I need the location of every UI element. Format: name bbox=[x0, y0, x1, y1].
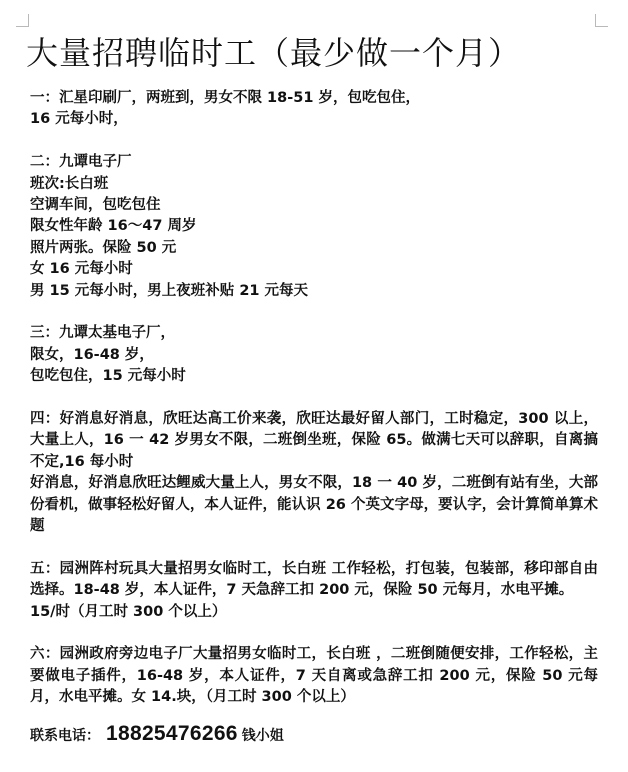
listing-section-5 bbox=[30, 559, 598, 623]
listing-section-3 bbox=[30, 323, 598, 387]
page-margin-corner-right bbox=[595, 14, 608, 27]
listing-line: 16 元每小时， bbox=[30, 111, 128, 128]
listing-line: 空调车间，包吃包住 bbox=[30, 197, 161, 214]
listing-paragraph: 四：好消息好消息，欣旺达高工价来袭，欣旺达最好留人部门，工时稳定，300 以上，大量上人，16 一 42 岁男女不限，二班倒坐班，保险 65。做满七天可以辞职，自离搞不定,16 每小时 bbox=[30, 411, 598, 470]
contact-label: 联系电话： bbox=[30, 728, 100, 744]
listing-line: 二：九谭电子厂 bbox=[30, 154, 132, 171]
listing-section-6 bbox=[30, 644, 598, 708]
listing-line: 限女，16-48 岁， bbox=[30, 346, 154, 363]
listing-line: 三：九谭太基电子厂， bbox=[30, 325, 175, 342]
page-margin-corner-left bbox=[16, 14, 29, 27]
listing-line: 包吃包住，15 元每小时 bbox=[30, 368, 186, 385]
contact-phone-number: 18825476266 bbox=[106, 722, 238, 745]
listing-section-1 bbox=[30, 88, 598, 131]
contact-info bbox=[30, 722, 284, 746]
contact-name: 钱小姐 bbox=[241, 728, 284, 744]
listing-line: 班次:长白班 bbox=[30, 175, 109, 192]
page-title: 大量招聘临时工（最少做一个月） bbox=[26, 34, 522, 72]
listing-section-2 bbox=[30, 152, 598, 302]
listing-paragraph: 五：园洲阵村玩具大量招男女临时工，长白班 工作轻松，打包装，包装部，移印部自由选择。18-48 岁，本人证件，7 天急辞工扣 200 元，保险 50 元每月，水电平摊。 bbox=[30, 560, 598, 599]
listing-line: 照片两张。保险 50 元 bbox=[30, 239, 177, 256]
listing-section-4 bbox=[30, 409, 598, 537]
listing-line: 男 15 元每小时，男上夜班补贴 21 元每天 bbox=[30, 282, 309, 299]
listing-paragraph: 15/时（月工时 300 个以上） bbox=[30, 603, 227, 620]
listing-paragraph: 好消息，好消息欣旺达鲤威大量上人，男女不限，18 一 40 岁，二班倒有站有坐，大部份看机，做事轻松好留人，本人证件，能认识 26 个英文字母，要认字，会计算简单算术题 bbox=[30, 475, 598, 535]
job-listings bbox=[30, 88, 598, 730]
listing-line: 一：汇星印刷厂，两班到，男女不限 18-51 岁，包吃包住， bbox=[30, 90, 420, 106]
listing-line: 限女性年龄 16～47 周岁 bbox=[30, 218, 197, 235]
listing-paragraph: 六：园洲政府旁边电子厂大量招男女临时工，长白班 ，二班倒随便安排，工作轻松，主要做电子插件，16-48 岁，本人证件，7 天自离或急辞工扣 200 元，保险 50 元每月，水电平摊。女 14.块，（月工时 300 个以上） bbox=[30, 646, 598, 706]
listing-line: 女 16 元每小时 bbox=[30, 261, 133, 278]
